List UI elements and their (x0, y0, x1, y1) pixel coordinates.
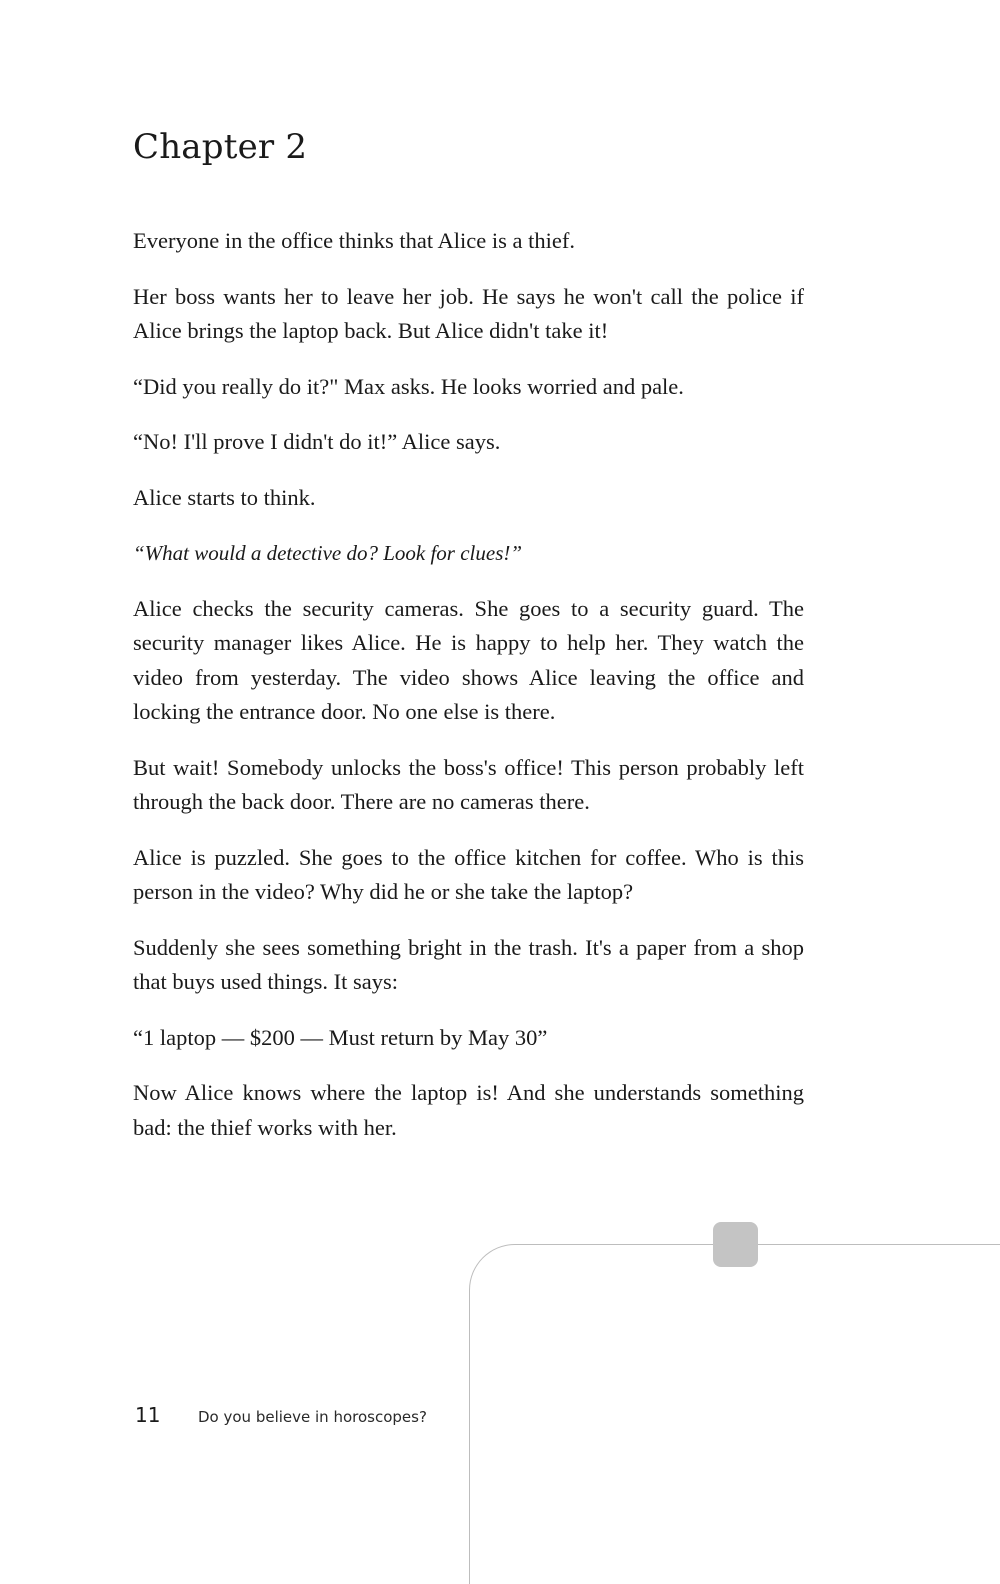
paragraph: Alice checks the security cameras. She goes to a security guard. The security manager likes Alice. He is happy to help her. They watch the video from yesterday. The video shows Alice leaving the office and locking the entrance door. No one else is there. (133, 595, 804, 724)
paragraph: Her boss wants her to leave her job. He says he won't call the police if Alice brings the laptop back. But Alice didn't take it! (133, 283, 804, 343)
paragraph: Suddenly she sees something bright in the trash. It's a paper from a shop that buys used things. It says: (133, 934, 804, 994)
paragraph: Now Alice knows where the laptop is! And she understands something bad: the thief works with her. (133, 1080, 804, 1140)
running-title: Do you believe in horoscopes? (198, 1408, 427, 1426)
thought-paragraph: “What would a detective do? Look for clues!” (133, 541, 523, 565)
paragraph: Everyone in the office thinks that Alice is a thief. (133, 228, 575, 253)
chapter-title: Chapter 2 (133, 127, 308, 167)
dialogue-paragraph: “Did you really do it?" Max asks. He looks worried and pale. (133, 373, 684, 399)
decorative-tab-frame (469, 1244, 1000, 1584)
dialogue-paragraph: “No! I'll prove I didn't do it!” Alice says. (133, 429, 501, 454)
paragraph: Alice starts to think. (133, 484, 316, 510)
paragraph: Alice is puzzled. She goes to the office kitchen for coffee. Who is this person in the video? Why did he or she take the laptop? (133, 844, 804, 904)
page-number: 11 (135, 1403, 161, 1427)
story-text (133, 224, 804, 1166)
paragraph: But wait! Somebody unlocks the boss's office! This person probably left through the back door. There are no cameras there. (133, 754, 804, 814)
receipt-line: “1 laptop — $200 — Must return by May 30” (133, 1024, 548, 1050)
decorative-tab-marker (713, 1222, 758, 1267)
